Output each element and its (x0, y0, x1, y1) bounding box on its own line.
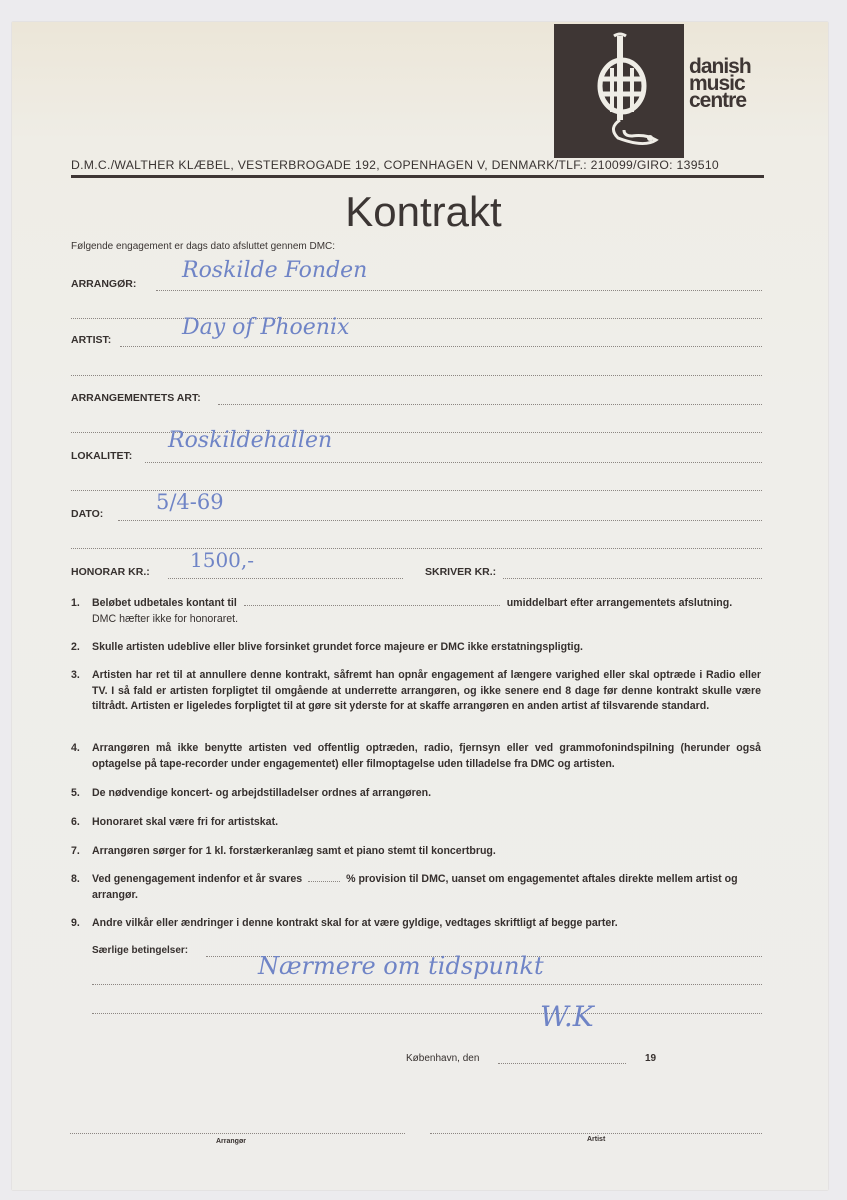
clause-3-text: Artisten har ret til at annullere denne kontrakt, såfremt han opnår engagement af længere varighed eller skal optræde i Radio eller TV. I så fald er artisten forpligtet til omgående at underrette arrangøren, og ikke senere end 8 dage før denne kontrakt skulle være tiltrådt. Artisten er ligeledes forpligtet til at gøre sit yderste for at skaffe arrangøren en anden artist af tilsvarende standard. (92, 669, 761, 712)
intro-text: Følgende engagement er dags dato afsluttet gennem DMC: (71, 241, 336, 252)
clause-number: 1. (71, 597, 80, 609)
logo-word-centre: centre (689, 89, 747, 112)
lokalitet-label: LOKALITET: (71, 450, 133, 462)
artist-label: ARTIST: (71, 334, 112, 346)
clause-number: 9. (71, 917, 80, 929)
arranger-signature-line[interactable] (70, 1133, 405, 1134)
skriver-field[interactable] (503, 578, 762, 579)
clause-2 (71, 640, 761, 656)
special-conditions-field-line3[interactable] (92, 1013, 762, 1014)
logo-wordmark (689, 55, 779, 112)
header-rule (71, 175, 764, 178)
clause-8-text-after: % provision til DMC, uanset om engagementet aftales direkte mellem artist og arrangør. (92, 873, 738, 901)
dato-label: DATO: (71, 508, 104, 520)
address-line: D.M.C./WALTHER KLÆBEL, VESTERBROGADE 192, COPENHAGEN V, DENMARK/TLF.: 210099/GIRO: 139510 (71, 158, 720, 172)
clause-8 (71, 872, 761, 903)
clause-number: 2. (71, 641, 80, 653)
clause-7 (71, 844, 761, 860)
clause-number: 3. (71, 669, 80, 681)
special-conditions-field-line2[interactable] (92, 984, 762, 985)
arrangor-field-line2[interactable] (71, 318, 762, 319)
special-conditions-value: Nærmere om tidspunkt (258, 952, 544, 980)
clause-number: 7. (71, 845, 80, 857)
clause-number: 8. (71, 873, 80, 885)
art-field[interactable] (218, 404, 762, 405)
honorar-label: HONORAR KR.: (71, 566, 150, 578)
clause-number: 6. (71, 816, 80, 828)
year-prefix: 19 (645, 1053, 657, 1064)
dmc-logo (554, 24, 684, 158)
clause-4 (71, 741, 761, 772)
clause-6 (71, 815, 761, 831)
page-title: Kontrakt (345, 188, 502, 235)
clause-1-text-after: umiddelbart efter arrangementets afslutning. (506, 597, 733, 609)
arrangor-value: Roskilde Fonden (182, 258, 368, 283)
signing-date-field[interactable] (498, 1063, 626, 1064)
provision-percent-field[interactable] (308, 881, 340, 882)
skriver-label: SKRIVER KR.: (425, 566, 497, 578)
logo-word-danish: danish (689, 55, 751, 78)
place-date-label: København, den (406, 1053, 480, 1064)
clause-5 (71, 786, 761, 802)
clause-1-text-before: Beløbet udbetales kontant til (92, 597, 237, 609)
arrangor-field[interactable] (156, 290, 762, 291)
art-label: ARRANGEMENTETS ART: (71, 392, 201, 404)
clause-4-text: Arrangøren må ikke benytte artisten ved offentlig optræden, radio, fjernsyn eller ved grammofonindspilning (herunder også optagelse på tape-recorder under engagementet) eller filmoptagelse uden tilladelse fra DMC og artisten. (92, 742, 761, 770)
clause-5-text: De nødvendige koncert- og arbejdstilladelser ordnes af arrangøren. (92, 787, 432, 799)
clause-6-text: Honoraret skal være fri for artistskat. (92, 816, 279, 828)
clause-9 (71, 916, 761, 932)
clause-1-payee-field[interactable] (244, 605, 500, 606)
honorar-value: 1500,- (190, 548, 255, 572)
clause-7-text: Arrangøren sørger for 1 kl. forstærkeranlæg samt et piano stemt til koncertbrug. (92, 845, 496, 857)
clause-1-line2: DMC hæfter ikke for honoraret. (92, 612, 239, 625)
artist-signature-line[interactable] (430, 1133, 762, 1134)
logo-word-music: music (689, 72, 745, 95)
clause-8-text-before: Ved genengagement indenfor et år svares (92, 873, 303, 885)
clause-number: 5. (71, 787, 80, 799)
arranger-signature-label: Arrangør (216, 1138, 246, 1145)
arrangor-label: ARRANGØR: (71, 278, 137, 290)
clause-9-text: Andre vilkår eller ændringer i denne kontrakt skal for at være gyldige, vedtages skriftligt af begge parter. (92, 917, 618, 929)
lokalitet-value: Roskildehallen (168, 428, 333, 453)
clause-2-text: Skulle artisten udeblive eller blive forsinket grundet force majeure er DMC ikke erstatningspligtig. (92, 641, 583, 653)
artist-signature-label: Artist (587, 1136, 606, 1143)
dato-field-line2[interactable] (71, 548, 762, 549)
dato-value: 5/4-69 (156, 490, 224, 514)
initials: W.K (540, 1000, 594, 1033)
clause-1 (71, 596, 761, 627)
dato-field[interactable] (118, 520, 762, 521)
clause-3 (71, 668, 761, 715)
special-conditions-label: Særlige betingelser: (92, 945, 189, 956)
artist-field[interactable] (120, 346, 762, 347)
artist-value: Day of Phoenix (182, 315, 350, 340)
clause-number: 4. (71, 742, 80, 754)
honorar-field[interactable] (168, 578, 403, 579)
artist-field-line2[interactable] (71, 375, 762, 376)
trumpet-logo-icon (554, 24, 684, 158)
lokalitet-field[interactable] (145, 462, 762, 463)
